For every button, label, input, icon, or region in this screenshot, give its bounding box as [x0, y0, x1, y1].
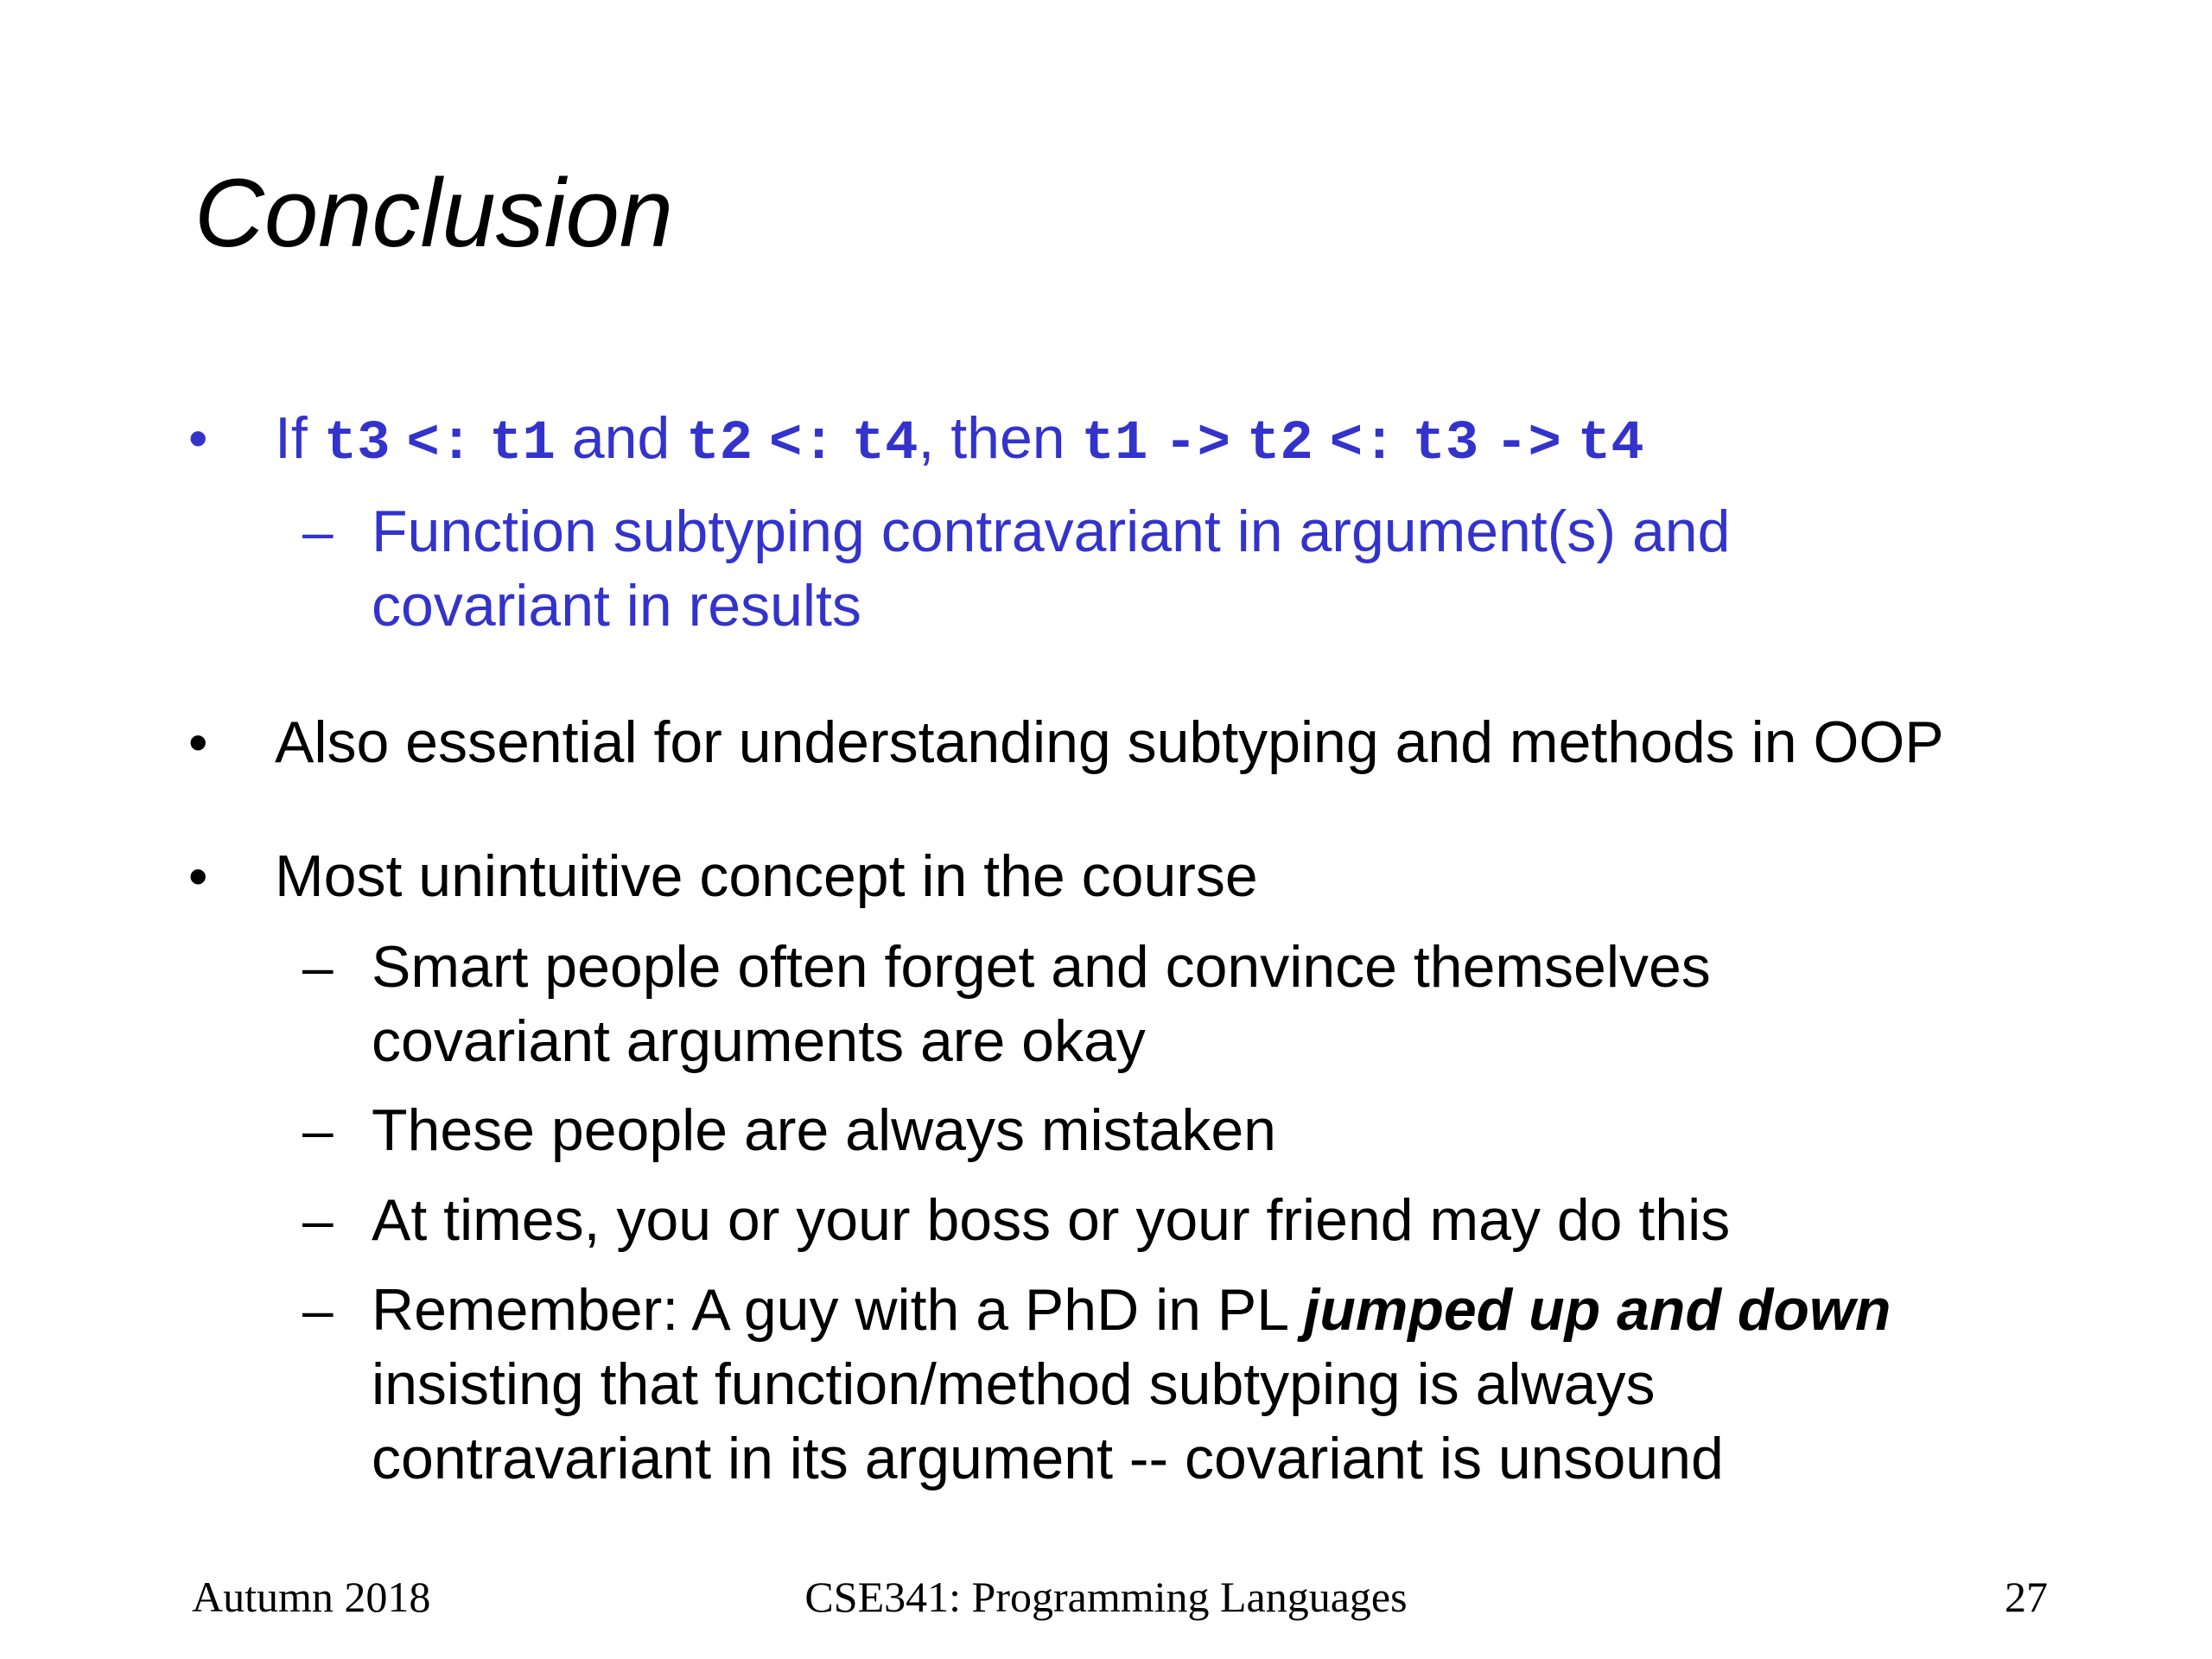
dash-marker: –: [302, 500, 334, 563]
sub-item-line: Function subtyping contravariant in argument(s) and: [372, 499, 1731, 564]
bullet-marker: •: [188, 407, 208, 469]
dash-marker: –: [302, 1279, 334, 1341]
code-subtype-op: <:: [406, 413, 474, 475]
code-subtype-op: <:: [768, 413, 836, 475]
sub-item-line: Smart people often forget and convince themselves: [372, 934, 1711, 1000]
word-if: If: [275, 405, 308, 471]
sub-item-line: covariant in results: [372, 573, 861, 639]
footer-course: CSE341: Programming Languages: [804, 1573, 1408, 1621]
bullet-marker: •: [188, 711, 208, 773]
slide-number: 27: [2005, 1573, 2048, 1621]
sub-item-line: contravariant in its argument -- covariant is unsound: [372, 1426, 1724, 1491]
code-t2: t2: [1246, 413, 1313, 475]
bullet-text: Most unintuitive concept in the course: [275, 843, 1258, 909]
word-and: and: [571, 405, 671, 471]
sub-item-line: These people are always mistaken: [372, 1097, 1276, 1163]
code-arrow: ->: [1164, 413, 1231, 475]
sub-item-line: covariant arguments are okay: [372, 1008, 1146, 1074]
bullet-marker: •: [188, 845, 208, 907]
dash-marker: –: [302, 1189, 334, 1251]
code-t3: t3: [323, 413, 391, 475]
code-t2: t2: [686, 413, 753, 475]
dash-marker: –: [302, 1099, 334, 1161]
slide-title: Conclusion: [194, 159, 674, 267]
emphasis-text: jumped up and down: [1303, 1277, 1891, 1343]
word-then: , then: [918, 405, 1065, 471]
code-arrow: ->: [1495, 413, 1561, 475]
code-t4: t4: [851, 413, 918, 475]
sub-item-text-plain: Remember: A guy with a PhD in PL: [372, 1277, 1304, 1343]
sub-item-line: At times, you or your boss or your friend may do this: [372, 1187, 1731, 1253]
dash-marker: –: [302, 936, 334, 998]
footer-term: Autumn 2018: [192, 1573, 431, 1621]
code-t4: t4: [1577, 413, 1644, 475]
code-t3: t3: [1412, 413, 1479, 475]
bullet-text: [275, 400, 1644, 482]
code-t1: t1: [1081, 413, 1148, 475]
sub-item-line: [372, 1272, 2100, 1348]
code-subtype-op: <:: [1329, 413, 1396, 475]
bullet-text: Also essential for understanding subtyping and methods in OOP: [275, 709, 1944, 775]
sub-item-line: insisting that function/method subtyping is always: [372, 1351, 1656, 1417]
code-t1: t1: [489, 413, 556, 475]
